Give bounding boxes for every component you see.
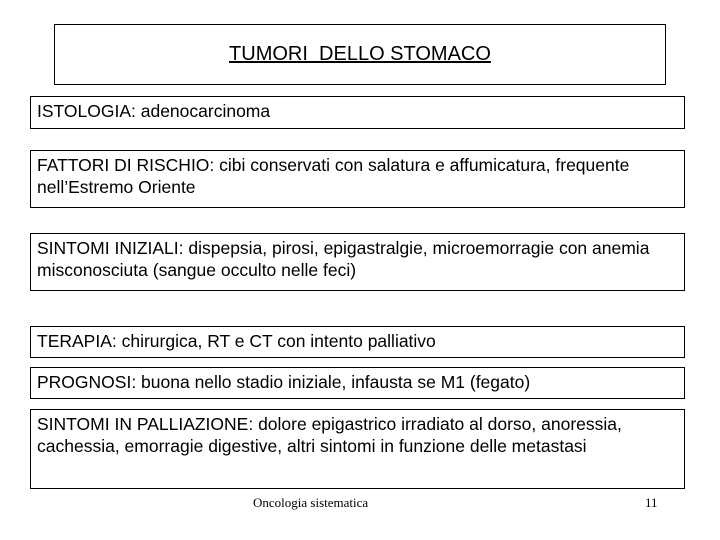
section-fattori-rischio: FATTORI DI RISCHIO: cibi conservati con salatura e affumicatura, frequente nell’Estremo Oriente — [30, 150, 685, 208]
section-istologia: ISTOLOGIA: adenocarcinoma — [30, 96, 685, 129]
section-terapia: TERAPIA: chirurgica, RT e CT con intento palliativo — [30, 326, 685, 358]
footer-text: Oncologia sistematica — [253, 495, 369, 510]
page-number: 11 — [645, 495, 658, 510]
section-prognosi: PROGNOSI: buona nello stadio iniziale, infausta se M1 (fegato) — [30, 367, 685, 399]
section-sintomi-palliazione: SINTOMI IN PALLIAZIONE: dolore epigastrico irradiato al dorso, anoressia, cachessia, emorragie digestive, altri sintomi in funzione delle metastasi — [30, 409, 685, 489]
slide-title: TUMORI DELLO STOMACO — [54, 24, 666, 85]
section-sintomi-iniziali: SINTOMI INIZIALI: dispepsia, pirosi, epigastralgie, microemorragie con anemia misconosciuta (sangue occulto nelle feci) — [30, 233, 685, 291]
